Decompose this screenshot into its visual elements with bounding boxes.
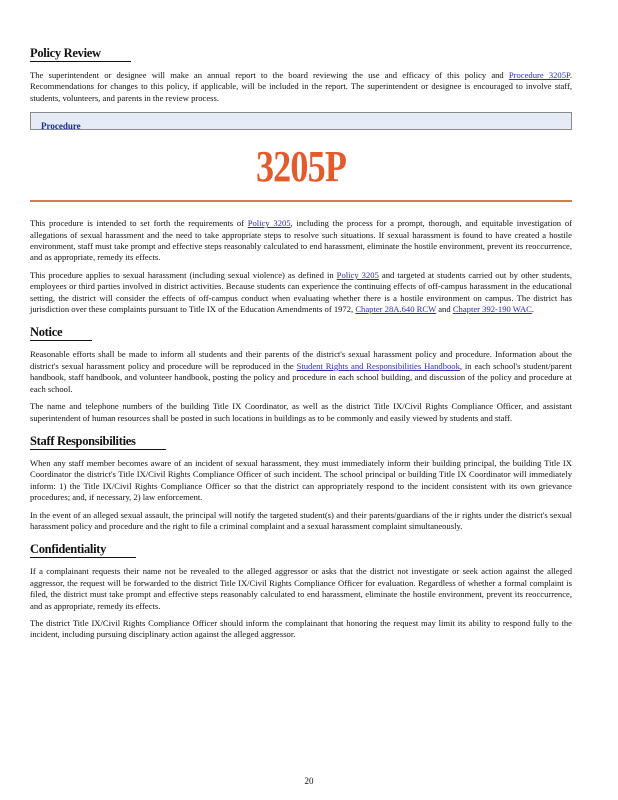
staff-paragraph-1: When any staff member becomes aware of an incident of sexual harassment, they must immediately inform their building principal, the building Title IX Coordinator the district's Title IX/Civil Rights Compliance Officer of such incident. The school principal or building Title IX Coordinator will immediately inform: 1) the Title IX/Civil Rights Compliance Officer so that the district can appropriately respond to the incident consistent with its own grievance procedures; and, if necessary, 2) law enforcement. bbox=[30, 457, 572, 503]
policy-3205-link[interactable]: Policy 3205 bbox=[247, 218, 291, 229]
confidentiality-paragraph-1: If a complainant requests their name not be revealed to the alleged aggressor or asks that the district not investigate or seek action against the alleged aggressor, the request will be forwarded to the district Title IX/Civil Rights Compliance Officer for evaluation. Regardless of whether a formal complaint is filed, the district must take prompt and effective steps reasonably calculated to end harassment, eliminate the hostile environment, prevent its reoccurrence, and as appropriate, remedy its effects. bbox=[30, 566, 572, 611]
notice-heading: Notice bbox=[30, 325, 92, 341]
notice-paragraph-2: The name and telephone numbers of the building Title IX Coordinator, as well as the district Title IX/Civil Rights Compliance Officer, and assistant superintendent of human resources shall be posted in such locations in buildings as to be commonly and easily viewed by students and staff. bbox=[30, 401, 572, 423]
wac-chapter-link[interactable]: Chapter 392-190 WAC bbox=[452, 304, 532, 315]
policy-3205-link-2[interactable]: Policy 3205 bbox=[336, 269, 379, 280]
procedure-banner-label: Procedure bbox=[41, 121, 81, 132]
policy-review-paragraph: The superintendent or designee will make an annual report to the board reviewing the use and efficacy of this policy and Procedure 3205P. Recommendations for changes to this policy, if applicable, will be included in the report. The superintendent or designee is encouraged to involve staff, students, volunteers, and parents in the review process. bbox=[30, 70, 572, 103]
procedure-banner bbox=[30, 112, 572, 130]
title-divider bbox=[30, 200, 572, 202]
staff-paragraph-2: In the event of an alleged sexual assault, the principal will notify the targeted student(s) and their parents/guardians of the ir rights under the district's sexual harassment policy and procedure and the right to file a criminal complaint and a sexual harassment complaint simultaneously. bbox=[30, 509, 572, 531]
page-number: 20 bbox=[304, 776, 314, 786]
staff-responsibilities-heading: Staff Responsibilities bbox=[30, 434, 166, 450]
intro-paragraph-1: This procedure is intended to set forth the requirements of Policy 3205, including the process for a prompt, thorough, and equitable investigation of allegations of sexual harassment and the need to take appropriate steps to resolve such situations. If sexual harassment is found to have created a hostile environment, staff must take prompt and effective steps reasonably calculated to end harassment, eliminate the hostile environment, prevent its reoccurrence, and as appropriate, remedy its effects. bbox=[30, 218, 572, 263]
rcw-chapter-link[interactable]: Chapter 28A.640 RCW bbox=[355, 304, 437, 315]
intro-paragraph-2: This procedure applies to sexual harassment (including sexual violence) as defined in Policy 3205 and targeted at students carried out by other students, employees or third parties involved in district activities. Because students can experience the continuing effects of off-campus harassment in the educational setting, the district will consider the effects of off-campus conduct when evaluating whether there is a hostile environment on campus. The district has jurisdiction over these complaints pursuant to Title IX of the Education Amendments of 1972, Chapter 28A.640 RCW and Chapter 392-190 WAC. bbox=[30, 269, 572, 315]
procedure-3205p-link[interactable]: Procedure 3205P bbox=[508, 70, 570, 80]
confidentiality-paragraph-2: The district Title IX/Civil Rights Compliance Officer should inform the complainant that honoring the request may limit its ability to respond fully to the incident, including pursuing disciplinary action against the alleged aggressor. bbox=[30, 617, 572, 640]
policy-review-heading: Policy Review bbox=[30, 46, 131, 62]
procedure-number-title: 3205P bbox=[255, 142, 347, 192]
notice-paragraph-1: Reasonable efforts shall be made to inform all students and their parents of the district's sexual harassment policy and procedure. Information about the district's sexual harassment policy and procedure will be reproduced in the Student Rights and Responsibilities Handbook, in each school's student/parent handbook, staff handbook, and volunteer handbook, posting the policy and procedure in each school building, and discussion of the policy and procedure at each school. bbox=[30, 349, 572, 394]
student-handbook-link[interactable]: Student Rights and Responsibilities Handbook bbox=[296, 360, 460, 371]
confidentiality-heading: Confidentiality bbox=[30, 542, 136, 558]
